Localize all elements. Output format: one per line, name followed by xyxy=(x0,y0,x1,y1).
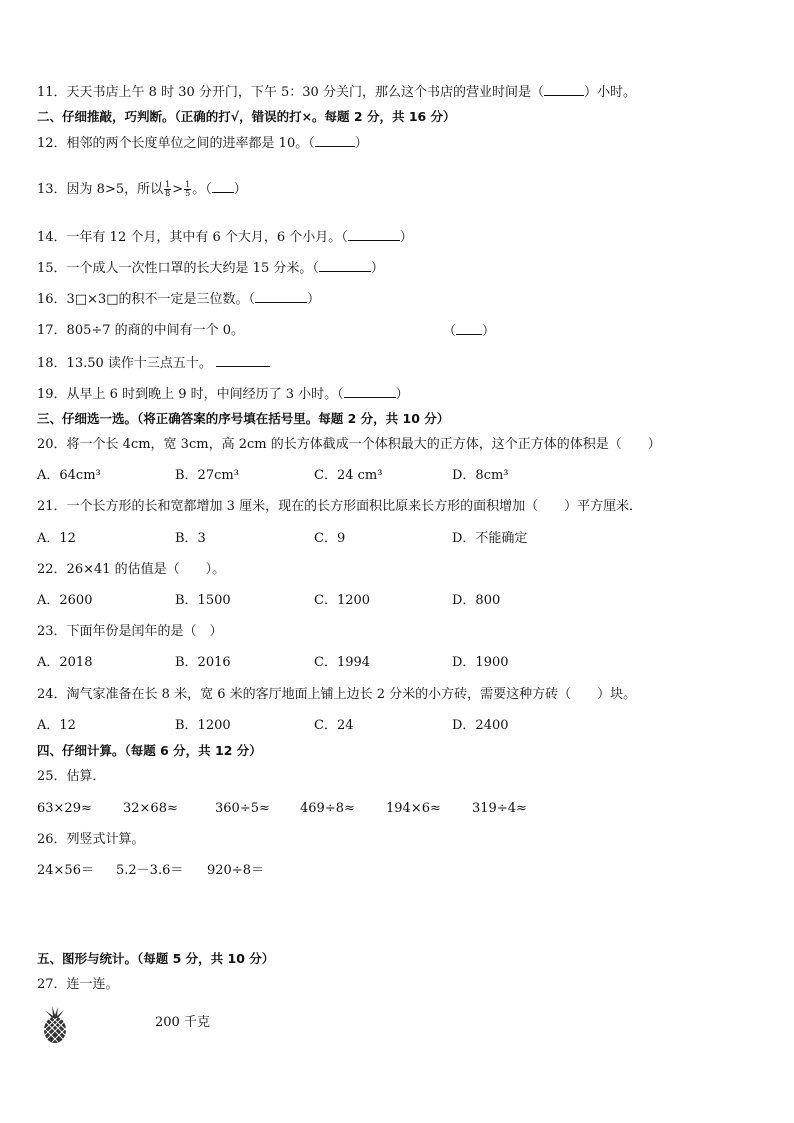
option-c[interactable]: C．24 cm³ xyxy=(314,468,383,483)
question-18: 18．13.50 读作十三点五十。 xyxy=(37,354,270,373)
option-d[interactable]: D．8cm³ xyxy=(452,468,509,483)
question-26-items xyxy=(37,862,337,880)
question-22: 22．26×41 的估值是（ ）。 xyxy=(37,562,226,577)
estimate-item: 63×29≈ xyxy=(37,801,92,816)
question-27: 27．连一连。 xyxy=(37,977,119,992)
estimate-item: 194×6≈ xyxy=(386,801,441,816)
option-d[interactable]: D．不能确定 xyxy=(452,531,528,546)
question-23: 23．下面年份是闰年的是（ ） xyxy=(37,624,223,639)
section-3-heading: 三、仔细选一选。（将正确答案的序号填在括号里。每题 2 分，共 10 分） xyxy=(37,411,450,426)
question-19: 19．从早上 6 时到晚上 9 时，中间经历了 3 小时。（ ） xyxy=(37,387,409,402)
option-b[interactable]: B．3 xyxy=(175,531,206,546)
answer-blank[interactable] xyxy=(216,354,270,367)
option-c[interactable]: C．9 xyxy=(314,531,346,546)
calc-item: 24×56＝ xyxy=(37,863,94,878)
option-b[interactable]: B．2016 xyxy=(175,655,231,670)
answer-blank[interactable] xyxy=(344,385,396,398)
question-20: 20．将一个长 4cm，宽 3cm，高 2cm 的长方体截成一个体积最大的正方体，这个正方体的体积是（ ） xyxy=(37,437,661,452)
question-21: 21．一个长方形的长和宽都增加 3 厘米，现在的长方形面积比原来长方形的面积增加（ ）平方厘米． xyxy=(37,499,643,514)
section-5-heading: 五、图形与统计。（每题 5 分，共 10 分） xyxy=(37,951,275,966)
estimate-item: 32×68≈ xyxy=(123,801,178,816)
option-a[interactable]: A．12 xyxy=(37,531,76,546)
option-c[interactable]: C．1200 xyxy=(314,593,371,608)
question-22-options xyxy=(37,592,557,610)
option-a[interactable]: A．12 xyxy=(37,718,76,733)
question-20-options xyxy=(37,467,557,485)
section-2-heading: 二、仔细推敲，巧判断。（正确的打√，错误的打×。每题 2 分，共 16 分） xyxy=(37,109,456,124)
estimate-item: 469÷8≈ xyxy=(300,801,355,816)
answer-blank[interactable] xyxy=(315,134,355,147)
option-a[interactable]: A．2018 xyxy=(37,655,93,670)
question-26: 26．列竖式计算。 xyxy=(37,832,145,847)
question-24-options xyxy=(37,717,557,735)
question-23-options xyxy=(37,654,557,672)
answer-blank[interactable] xyxy=(348,228,400,241)
question-11: 11．天天书店上午 8 时 30 分开门，下午 5：30 分关门，那么这个书店的营业时间是（ ）小时。 xyxy=(37,85,636,100)
calc-item: 920÷8＝ xyxy=(207,863,264,878)
question-13: 13．因为 8>5，所以 $\frac{1}{8}$ > $\frac{1}{5}$ 。（ ） xyxy=(37,180,247,198)
answer-blank[interactable] xyxy=(255,290,307,303)
option-a[interactable]: A．64cm³ xyxy=(37,468,101,483)
question-17: 17．805÷7 的商的中间有一个 0。 xyxy=(37,323,245,338)
question-24: 24．淘气家准备在长 8 米，宽 6 米的客厅地面上铺上边长 2 分米的小方砖，需要这种方砖（ ）块。 xyxy=(37,687,637,702)
question-15: 15．一个成人一次性口罩的长大约是 15 分米。（ ） xyxy=(37,261,384,276)
answer-blank[interactable] xyxy=(544,83,584,96)
option-b[interactable]: B．27cm³ xyxy=(175,468,239,483)
question-16: 16．3□×3□的积不一定是三位数。（ ） xyxy=(37,292,321,307)
weight-label: 200 千克 xyxy=(155,1015,210,1030)
estimate-item: 319÷4≈ xyxy=(472,801,527,816)
calc-item: 5.2－3.6＝ xyxy=(116,863,184,878)
section-4-heading: 四、仔细计算。（每题 6 分，共 12 分） xyxy=(37,743,262,758)
option-b[interactable]: B．1500 xyxy=(175,593,231,608)
estimate-item: 360÷5≈ xyxy=(215,801,270,816)
option-c[interactable]: C．1994 xyxy=(314,655,371,670)
question-17-answer: （ ） xyxy=(443,324,496,339)
question-12: 12．相邻的两个长度单位之间的进率都是 10。（ ） xyxy=(37,136,368,151)
answer-blank[interactable] xyxy=(212,180,234,193)
question-25-items xyxy=(37,800,597,818)
option-a[interactable]: A．2600 xyxy=(37,593,93,608)
option-c[interactable]: C．24 xyxy=(314,718,354,733)
question-25: 25．估算． xyxy=(37,769,106,784)
fraction: $\frac{1}{5}$ xyxy=(185,180,191,198)
question-14: 14．一年有 12 个月，其中有 6 个大月，6 个小月。（ ） xyxy=(37,230,413,245)
option-b[interactable]: B．1200 xyxy=(175,718,231,733)
option-d[interactable]: D．2400 xyxy=(452,718,509,733)
answer-blank[interactable] xyxy=(319,259,371,272)
option-d[interactable]: D．800 xyxy=(452,593,501,608)
option-d[interactable]: D．1900 xyxy=(452,655,509,670)
answer-blank[interactable] xyxy=(456,322,482,335)
question-21-options xyxy=(37,530,557,548)
pineapple-icon[interactable] xyxy=(38,1004,72,1044)
fraction: $\frac{1}{8}$ xyxy=(165,180,171,198)
